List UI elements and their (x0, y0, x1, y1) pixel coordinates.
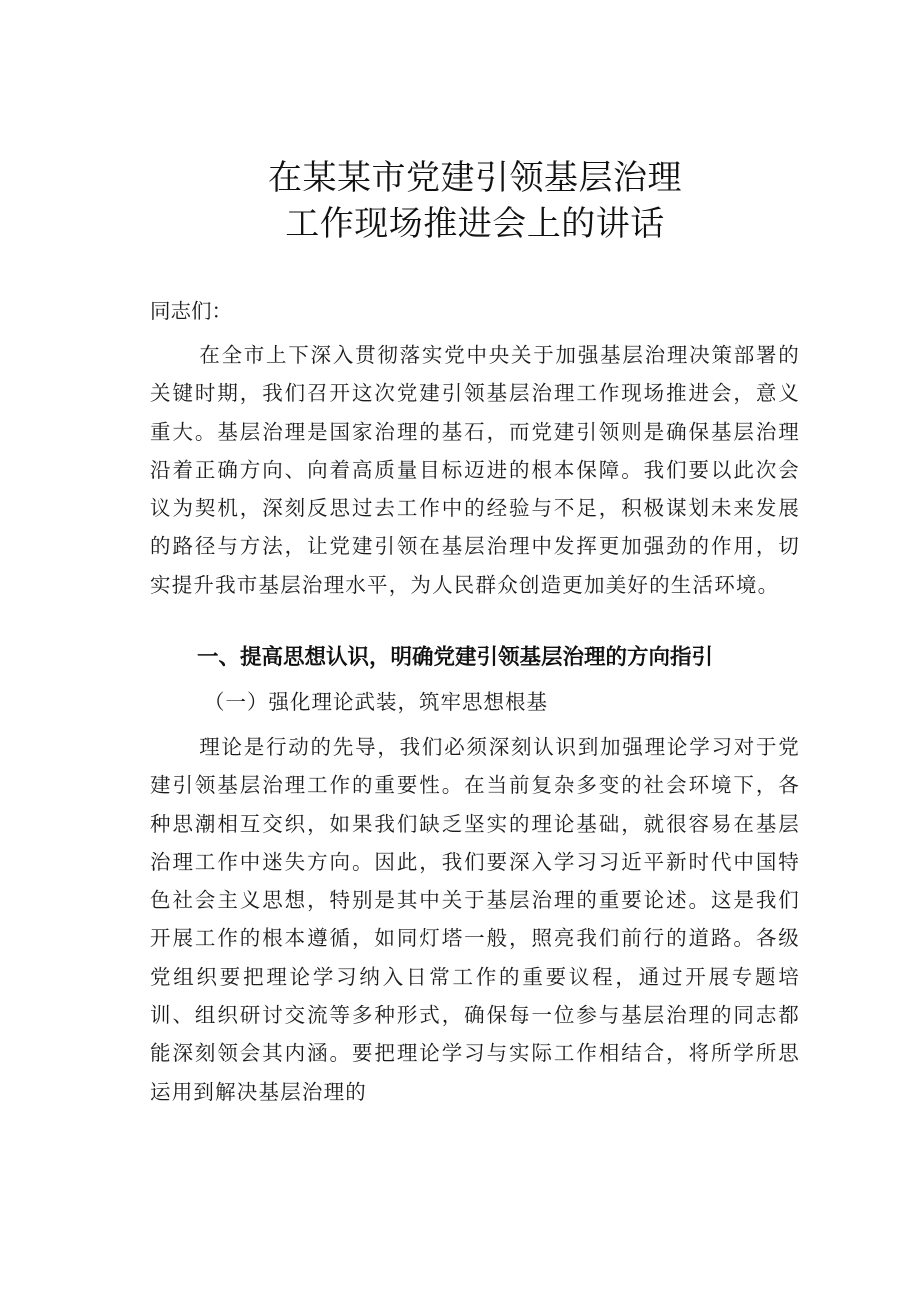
subsection-heading-1: （一）强化理论武装，筑牢思想根基 (204, 690, 548, 714)
intro-paragraph: 在全市上下深入贯彻落实党中央关于加强基层治理决策部署的关键时期，我们召开这次党建引领基层治理工作现场推进会，意义重大。基层治理是国家治理的基石，而党建引领则是确保基层治理沿着正确方向、向着高质量目标迈进的根本保障。我们要以此次会议为契机，深刻反思过去工作中的经验与不足，积极谋划未来发展的路径与方法，让党建引领在基层治理中发挥更加强劲的作用，切实提升我市基层治理水平，为人民群众创造更加美好的生活环境。 (150, 343, 800, 597)
document-title-line-2: 工作现场推进会上的讲话 (285, 204, 665, 244)
salutation: 同志们： (150, 299, 232, 323)
document-title-line-1: 在某某市党建引领基层治理 (268, 158, 682, 198)
section-heading-1: 一、提高思想认识，明确党建引领基层治理的方向指引 (197, 645, 714, 670)
body-paragraph: 理论是行动的先导，我们必须深刻认识到加强理论学习对于党建引领基层治理工作的重要性。在当前复杂多变的社会环境下，各种思潮相互交织，如果我们缺乏坚实的理论基础，就很容易在基层治理工作中迷失方向。因此，我们要深入学习习近平新时代中国特色社会主义思想，特别是其中关于基层治理的重要论述。这是我们开展工作的根本遵循，如同灯塔一般，照亮我们前行的道路。各级党组织要把理论学习纳入日常工作的重要议程，通过开展专题培训、组织研讨交流等多种形式，确保每一位参与基层治理的同志都能深刻领会其内涵。要把理论学习与实际工作相结合，将所学所思运用到解决基层治理的 (150, 735, 800, 1104)
